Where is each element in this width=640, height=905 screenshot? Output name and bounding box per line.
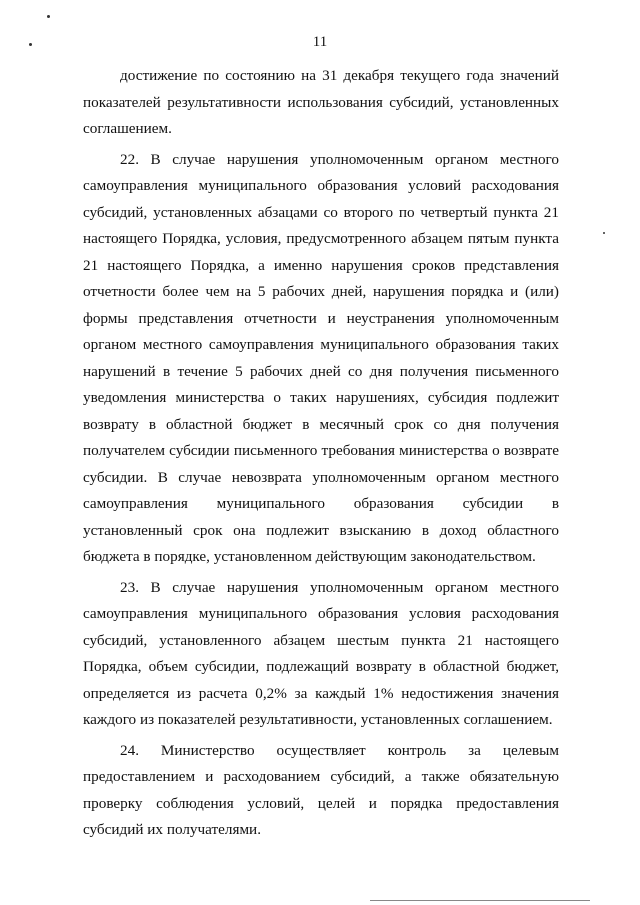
page-number: 11 [312, 34, 328, 50]
paragraph-item-23: 23. В случае нарушения уполномоченным органом местного самоуправления муниципального образования условия расходования субсидий, установленного абзацем шестым пункта 21 настоящего Порядка, объем субсидии, подлежащий возврату в областной бюджет, определяется из расчета 0,2% за каждый 1% недостижения значения каждого из показателей результативности, установленных соглашением. [83, 578, 559, 728]
scan-speck-right [603, 232, 605, 234]
paragraph-continuation: достижение по состоянию на 31 декабря текущего года значений показателей результативности использования субсидий, установленных соглашением. [83, 67, 559, 137]
paragraph-item-22: 22. В случае нарушения уполномоченным органом местного самоуправления муниципального образования условий расходования субсидий, установленных абзацами со второго по четвертый пункта 21 настоящего Порядка, условия, предусмотренного абзацем пятым пункта 21 настоящего Порядка, а именно нарушения сроков представления отчетности более чем на 5 рабочих дней, нарушения порядка и (или) формы представления отчетности и неустранения уполномоченным органом местного самоуправления муниципального образования таких нарушений в течение 5 рабочих дней со дня получения письменного уведомления министерства о таких нарушениях, субсидия подлежит возврату в областной бюджет в месячный срок со дня получения получателем субсидии письменного требования министерства о возврате субсидии. В случае невозврата уполномоченным органом местного самоуправления муниципального образования субсидии в установленный срок она подлежит взысканию в доход областного бюджета в порядке, установленном действующим законодательством. [83, 150, 559, 565]
document-body [83, 63, 559, 848]
scan-speck-top-left [47, 15, 50, 18]
paragraph-item-24: 24. Министерство осуществляет контроль за целевым предоставлением и расходованием субсидий, а также обязательную проверку соблюдения условий, целей и порядка предоставления субсидий их получателями. [83, 741, 559, 838]
scan-artifact-bottom [370, 900, 590, 901]
